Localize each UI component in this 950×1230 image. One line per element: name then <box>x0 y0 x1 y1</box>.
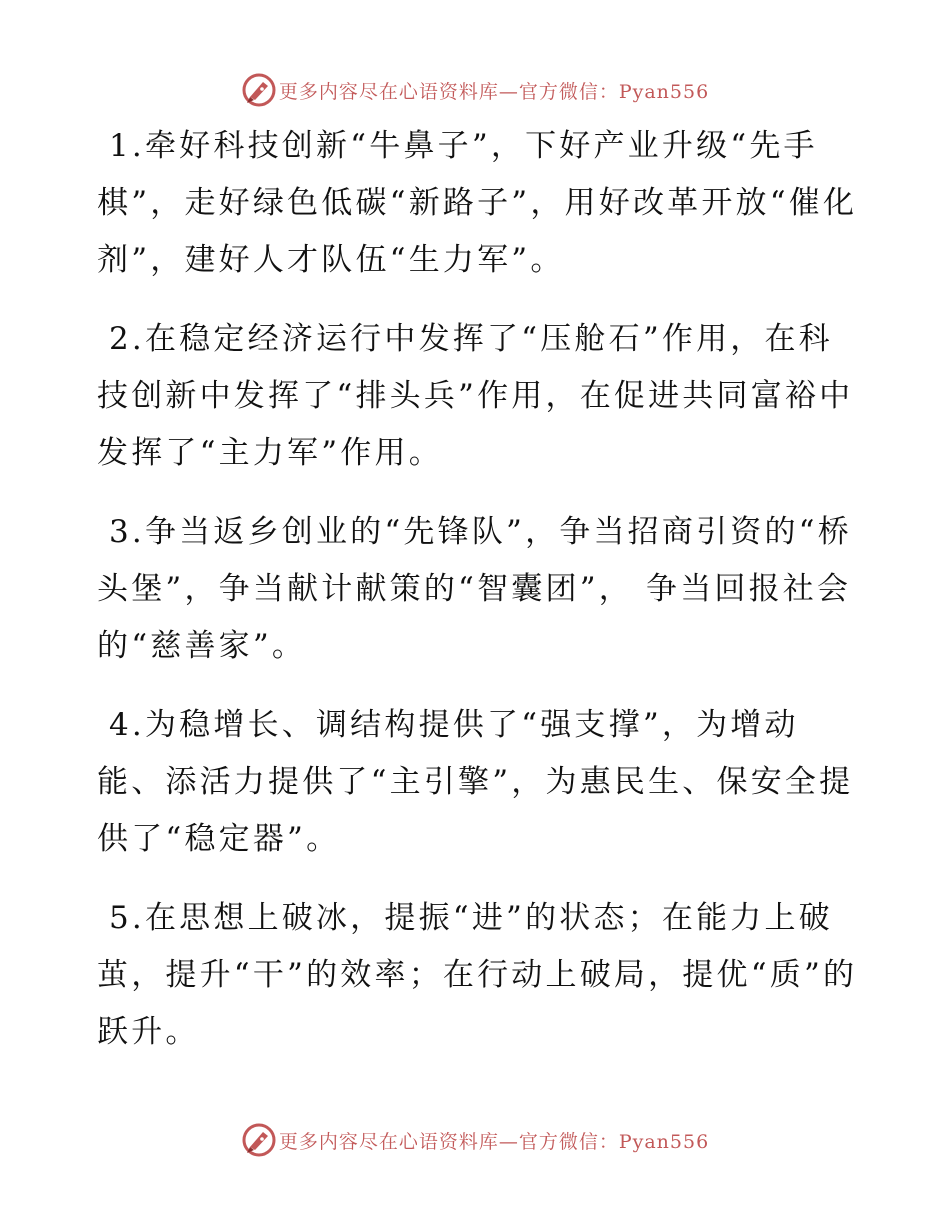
document-body <box>97 118 862 1083</box>
footer-banner-text: 更多内容尽在心语资料库—官方微信：Pyan556 <box>278 1130 710 1153</box>
pen-nib-logo-icon <box>241 72 277 108</box>
paragraph-2: 2.在稳定经济运行中发挥了“压舱石”作用，在科技创新中发挥了“排头兵”作用，在促进共同富裕中发挥了“主力军”作用。 <box>97 321 854 471</box>
pen-nib-logo-icon <box>241 1122 277 1158</box>
footer-banner <box>0 1118 950 1162</box>
paragraph-3: 3.争当返乡创业的“先锋队”，争当招商引资的“桥头堡”，争当献计献策的“智囊团”， 争当回报社会的“慈善家”。 <box>97 514 852 664</box>
paragraph-1: 1.牵好科技创新“牛鼻子”，下好产业升级“先手棋”，走好绿色低碳“新路子”，用好改革开放“催化剂”，建好人才队伍“生力军”。 <box>97 128 858 278</box>
paragraph-4: 4.为稳增长、调结构提供了“强支撑”，为增动能、添活力提供了“主引擎”，为惠民生、保安全提供了“稳定器”。 <box>97 707 854 857</box>
header-banner <box>0 68 950 112</box>
header-banner-text: 更多内容尽在心语资料库—官方微信：Pyan556 <box>278 80 710 103</box>
paragraph-5: 5.在思想上破冰，提振“进”的状态；在能力上破茧，提升“干”的效率；在行动上破局，提优“质”的跃升。 <box>97 900 858 1050</box>
